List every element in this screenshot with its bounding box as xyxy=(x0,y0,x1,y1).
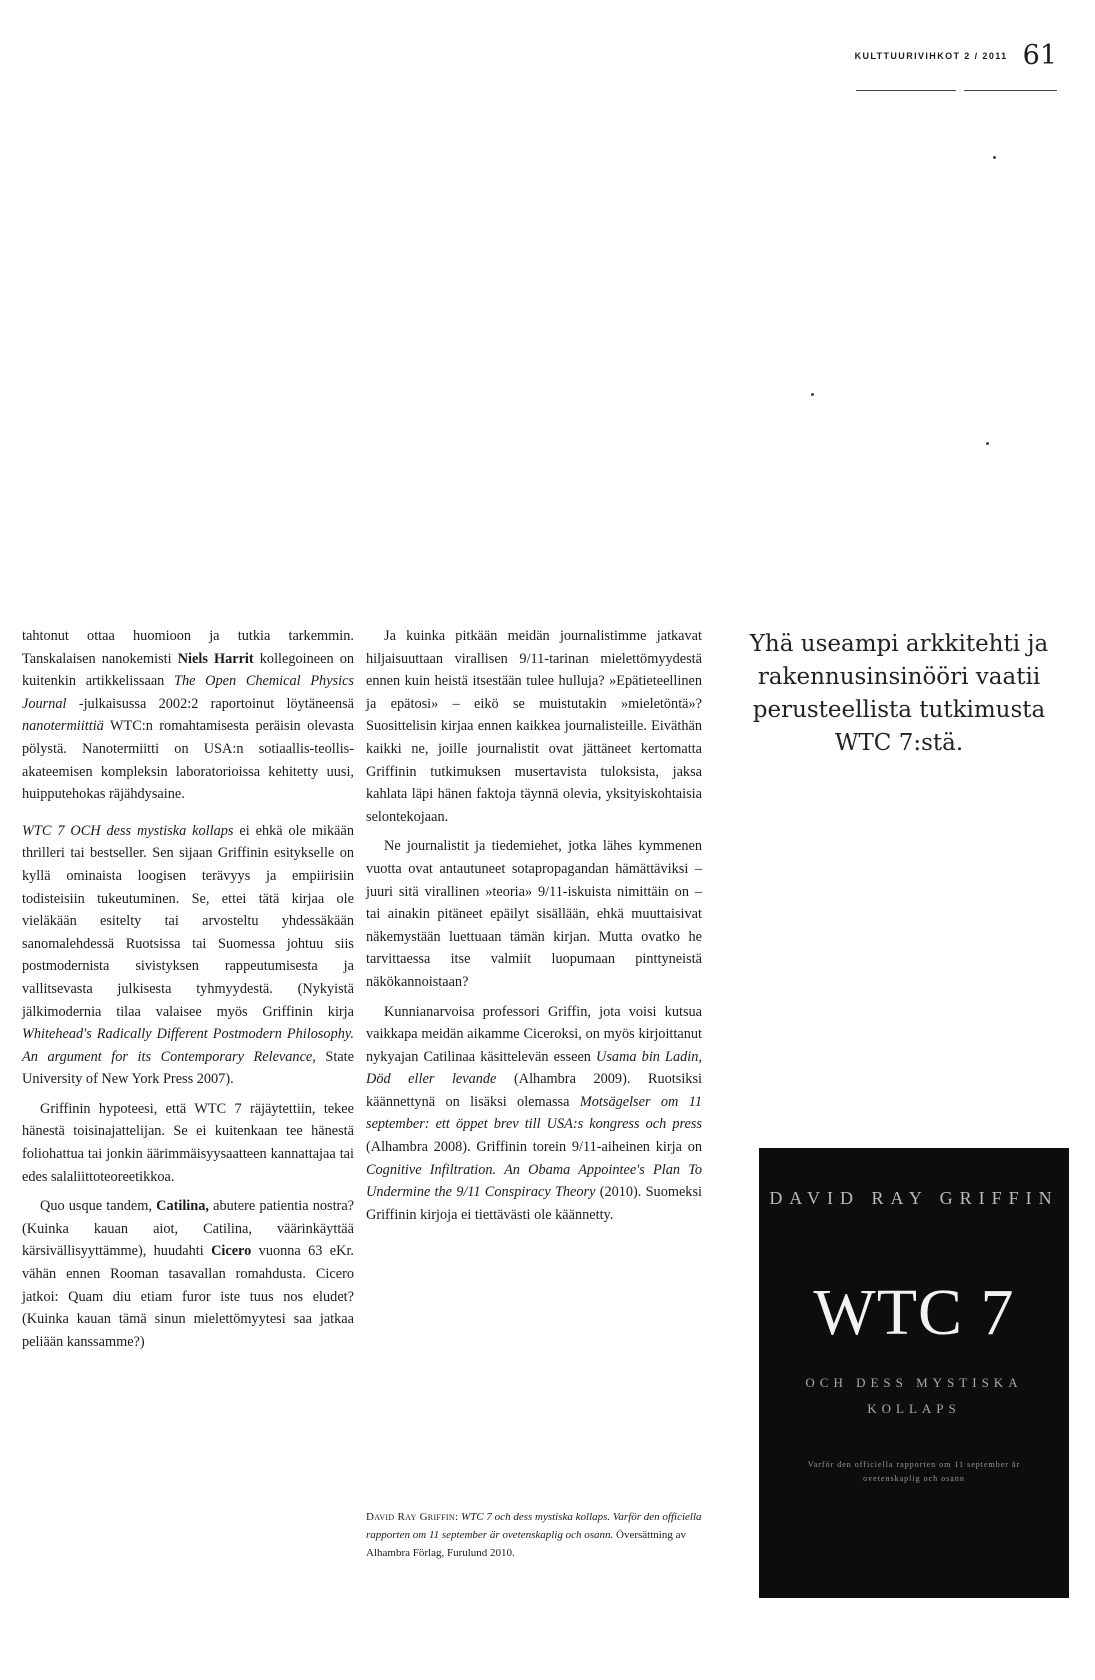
book-caption xyxy=(366,1508,702,1562)
article-column-1 xyxy=(22,625,354,1360)
book-title: Cognitive Infiltration. An Obama Appointee's Plan To Undermine the 9/11 Conspiracy Theory xyxy=(366,1161,702,1201)
paragraph: Ne journalistit ja tiedemiehet, jotka lähes kymmenen vuotta ovat antautuneet sotapropagandan hämättäviksi – juuri sitä virallinen »teoria» 9/11-iskuista nimittäin on – tai ainakin pitäneet epäilyt sisällään, ehkä muuttaisivat näkemystään luettuaan tämän kirjan. Mutta ovatko he tarvittaessa itse valmiit luopumaan pinttyneistä näkökannoistaan? xyxy=(366,838,702,990)
book-title: WTC 7 OCH dess mystiska kollaps xyxy=(22,822,234,839)
paragraph: Ja kuinka pitkään meidän journalistimme jatkavat hiljaisuuttaan virallisen 9/11-tarinan mielettömyydestä ennen kuin heistä itsestään tulee hulluja? »Epätieteellinen ja epätosi» – eikö se muistutakin »mieletöntä»? Suosittelisin kirjaa ennen kaikkea journalisteille. Eiväthän kaikki ne, joille journalistit ovat jättäneet kertomatta Griffinin tutkimuksen musertavista tuloksista, jaksa kahlata läpi hänen faktoja täynnä olevia, yksityiskohtaisia selontekojaan. xyxy=(366,628,702,825)
cover-author: DAVID RAY GRIFFIN xyxy=(769,1188,1059,1208)
caption-title: WTC 7 och dess mystiska kollaps. Varför den officiella rapporten om 11 september är ovetenskaplig och osann. xyxy=(366,1511,702,1541)
header-rule-left xyxy=(856,90,956,91)
article-column-2 xyxy=(366,625,702,1233)
book-cover-image xyxy=(759,1148,1069,1598)
paragraph: Griffinin hypoteesi, että WTC 7 räjäytettiin, tekee hänestä toisinajattelijan. Se ei kuitenkaan tee hänestä foliohattua tai jonkin äärimmäisyysaatteen kannattajaa tai edes salaliittoteoreetikkoa. xyxy=(22,1100,354,1185)
running-header xyxy=(757,40,1057,71)
book-title: Motsägelser om 11 september: ett öppet brev till USA:s kongress och press xyxy=(366,1093,702,1133)
book-title: Usama bin Ladin, Död eller levande xyxy=(366,1048,702,1088)
person-name: Cicero xyxy=(211,1243,252,1260)
paragraph: Kunnianarvoisa professori Griffin, jota voisi kutsua vaikkapa meidän aikamme Ciceroksi, on myös kirjoittanut nykyajan Catilinaa käsittelevän esseen Usama bin Ladin, Död eller levande (Alhambra 2009). Ruotsiksi käännettynä on lisäksi olemassa Motsägelser om 11 september: ett öppet brev till USA:s kongress och press (Alhambra 2008). Griffinin torein 9/11-aiheinen kirja on Cognitive Infiltration. An Obama Appointee's Plan To Undermine the 9/11 Conspiracy Theory (2010). Suomeksi Griffinin kirjoja ei tiettävästi ole käännetty. xyxy=(366,1003,702,1223)
pull-quote: Yhä useampi arkkitehti ja rakennusinsinööri vaatii perusteellista tutkimusta WTC 7:stä. xyxy=(749,631,1049,756)
caption-publisher: Översättning av Alhambra Förlag, Furulund 2010. xyxy=(366,1529,686,1559)
caption-author: David Ray Griffin: xyxy=(366,1511,459,1523)
scan-speck xyxy=(986,442,989,445)
cover-tagline: Varför den officiella rapporten om 11 september är ovetenskaplig och osann xyxy=(807,1460,1021,1483)
cover-title: WTC 7 xyxy=(813,1276,1015,1349)
paragraph: tahtonut ottaa huomioon ja tutkia tarkemmin. Tanskalaisen nanokemisti Niels Harrit kollegoineen on kuitenkin artikkelissaan The Open Chemical Physics Journal -julkaisussa 2002:2 raportoinut löytäneensä nanotermiittiä WTC:n romahtamisesta peräisin olevasta pölystä. Nanotermiitti on USA:n sotiaallis-teollis-akateemisen kompleksin laboratorioissa kehitetty uusi, huipputehokas räjähdysaine. xyxy=(22,628,355,803)
person-name: Catilina, xyxy=(156,1198,209,1215)
journal-title: The Open Chemical Physics Journal xyxy=(22,673,354,712)
person-name: Niels Harrit xyxy=(177,650,254,667)
cover-subtitle: OCH DESS MYSTISKA KOLLAPS xyxy=(805,1375,1023,1416)
journal-name: KULTTUURIVIHKOT 2 / 2011 xyxy=(854,50,1008,61)
page-number: 61 xyxy=(1022,40,1057,71)
paragraph: WTC 7 OCH dess mystiska kollaps ei ehkä ole mikään thrilleri tai bestseller. Sen sijaan Griffinin esitykselle on kyllä ominaista loogisen terävyys ja empiirisiin todisteisiin tukeutuminen. Se, ettei tätä kirjaa ole vieläkään esitelty tai arvosteltu yhdessäkään sanomalehdessä Ruotsissa tai Suomessa johtuu siis postmodernista sivistyksen rappeutumisesta ja vallitsevasta julkisesta tyhmyydestä. (Nykyistä jälkimodernia tilaa valaisee myös Griffinin kirja Whitehead's Radically Different Postmodern Philosophy. An argument for its Contemporary Relevance, State University of New York Press 2007). xyxy=(22,822,354,1088)
scan-speck xyxy=(993,156,996,159)
paragraph: Quo usque tandem, Catilina, abutere patientia nostra? (Kuinka kauan aiot, Catilina, väärinkäyttää kärsivällisyyttämme), huudahti Cicero vuonna 63 eKr. vähän ennen Rooman tasavallan romahdusta. Cicero jatkoi: Quam diu etiam furor iste tuus nos eludet? (Kuinka kauan tämä sinun mielettömyytesi saa jatkaa peliään kanssamme?) xyxy=(22,1198,355,1350)
header-rule-right xyxy=(964,90,1057,91)
book-title: Whitehead's Radically Different Postmodern Philosophy. An argument for its Contemporary Relevance, xyxy=(22,1026,354,1065)
scan-speck xyxy=(811,393,814,396)
